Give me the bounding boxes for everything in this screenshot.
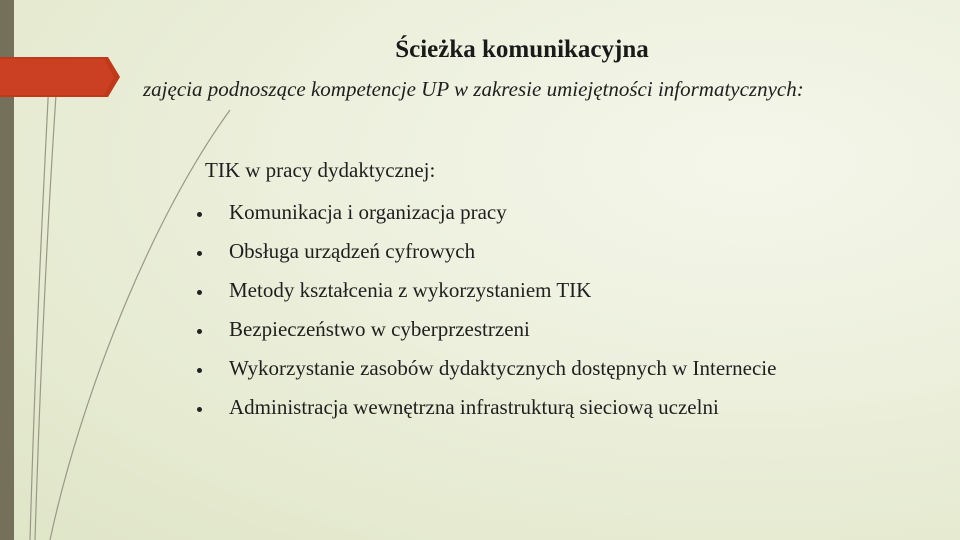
bullet-text: Wykorzystanie zasobów dydaktycznych dostępnych w Internecie <box>229 356 777 380</box>
section-heading: TIK w pracy dydaktycznej: <box>205 158 436 182</box>
list-item <box>197 232 776 271</box>
bullet-text: Komunikacja i organizacja pracy <box>229 200 507 224</box>
bullet-icon <box>197 368 202 373</box>
list-item <box>197 388 776 427</box>
bullet-text: Administracja wewnętrzna infrastrukturą sieciową uczelni <box>229 395 719 419</box>
bullet-text: Bezpieczeństwo w cyberprzestrzeni <box>229 317 530 341</box>
bullet-icon <box>197 212 202 217</box>
list-item <box>197 310 776 349</box>
bullet-icon <box>197 251 202 256</box>
slide-title: Ścieżka komunikacyjna <box>395 36 649 63</box>
list-item <box>197 193 776 232</box>
bullet-list <box>197 193 776 427</box>
bullet-text: Obsługa urządzeń cyfrowych <box>229 239 476 263</box>
bullet-icon <box>197 290 202 295</box>
list-item <box>197 349 776 388</box>
slide-subtitle: zajęcia podnoszące kompetencje UP w zakresie umiejętności informatycznych: <box>143 77 804 101</box>
bullet-icon <box>197 407 202 412</box>
bullet-icon <box>197 329 202 334</box>
list-item <box>197 271 776 310</box>
bullet-text: Metody kształcenia z wykorzystaniem TIK <box>229 278 592 302</box>
